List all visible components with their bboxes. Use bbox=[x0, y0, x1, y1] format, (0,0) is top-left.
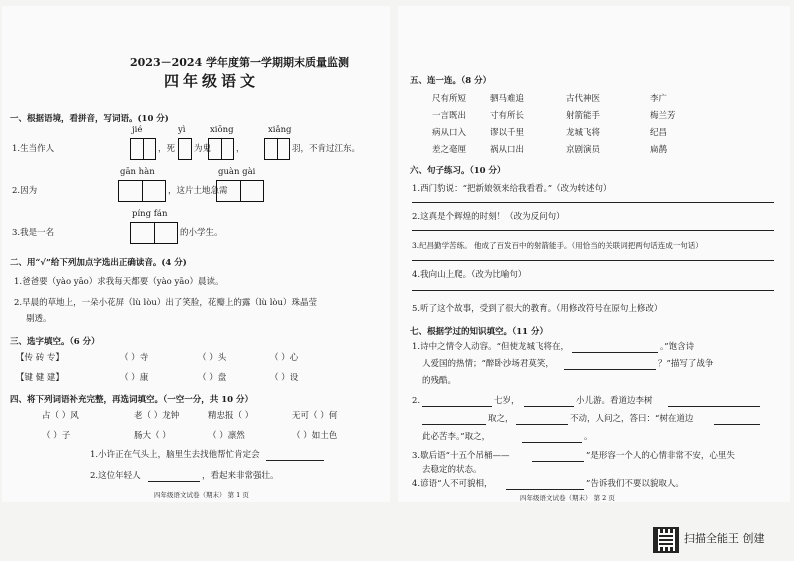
q1-1-text: ， bbox=[236, 144, 245, 154]
match-item[interactable]: 射箭能手 bbox=[566, 111, 601, 121]
q7-2-text: 此必苦李。”取之， bbox=[422, 432, 491, 442]
char-group: 【传 砖 专】 bbox=[16, 353, 64, 363]
match-item[interactable]: 驷马难追 bbox=[490, 94, 525, 104]
q7-1-text: ？”描写了战争 bbox=[658, 359, 714, 369]
pinyin: píng fán bbox=[132, 209, 168, 219]
section-4-heading: 四、将下列词语补充完整，再选词填空。（一空一分，共 10 分） bbox=[10, 395, 253, 405]
section-6-heading: 六、句子练习。（10 分） bbox=[410, 166, 506, 176]
q6-2-text: 2.这真是个辉煌的时刻！（改为反问句） bbox=[412, 212, 565, 222]
pinyin: xiǎng bbox=[268, 125, 292, 135]
q4-1-text: 1.小许正在气头上，脑里生去找他帮忙肯定会 bbox=[90, 450, 260, 460]
fill-blank[interactable]: （ ）头 bbox=[198, 353, 227, 363]
idiom-blank[interactable]: 无可（ ）何 bbox=[292, 411, 338, 421]
answer-box[interactable] bbox=[208, 138, 234, 160]
q7-1-text: 。”饱含诗 bbox=[660, 342, 695, 352]
pinyin: guàn gài bbox=[218, 167, 256, 177]
answer-line[interactable] bbox=[506, 489, 584, 490]
answer-line[interactable] bbox=[572, 352, 658, 353]
answer-line[interactable] bbox=[668, 406, 760, 407]
pinyin: yì bbox=[178, 125, 186, 135]
match-item[interactable]: 谬以千里 bbox=[490, 128, 525, 138]
answer-box[interactable] bbox=[118, 180, 166, 202]
idiom-blank[interactable]: （ ）凛然 bbox=[208, 431, 245, 441]
q7-3-text: 去稳定的状态。 bbox=[422, 465, 482, 475]
q7-2-text: 。 bbox=[584, 432, 593, 442]
answer-line[interactable] bbox=[148, 481, 200, 482]
q1-1-text: 1.生当作人 bbox=[12, 144, 55, 154]
answer-box[interactable] bbox=[264, 138, 290, 160]
idiom-blank[interactable]: 精忠报（ ） bbox=[208, 411, 254, 421]
section-1-heading: 一、根据语境，看拼音，写词语。(10 分) bbox=[10, 114, 169, 124]
match-item[interactable]: 一言既出 bbox=[432, 111, 467, 121]
q7-2-text: 2. bbox=[412, 396, 421, 406]
q2-1-text: 1.爸爸要（yào yāo）求我每天都要（yào yāo）晨读。 bbox=[14, 277, 224, 287]
match-item[interactable]: 古代神医 bbox=[566, 94, 601, 104]
answer-box[interactable] bbox=[130, 222, 178, 244]
section-5-heading: 五、连一连。（8 分） bbox=[410, 76, 492, 86]
q7-1-text: 的残酷。 bbox=[422, 376, 457, 386]
page-footer: 四年级语文试卷（期末） 第 2 页 bbox=[520, 494, 615, 502]
q1-2-text: ，这片土地急需 bbox=[168, 186, 228, 196]
answer-line[interactable] bbox=[532, 461, 584, 462]
answer-box[interactable] bbox=[178, 138, 192, 160]
section-3-heading: 三、选字填空。（6 分） bbox=[10, 337, 100, 347]
q1-1-text: 为鬼 bbox=[194, 144, 212, 154]
q7-3-text: ”是形容一个人的心情非常不安，心里失 bbox=[586, 451, 735, 461]
page-footer: 四年级语文试卷（期末） 第 1 页 bbox=[154, 491, 249, 499]
answer-line[interactable] bbox=[422, 424, 486, 425]
fill-blank[interactable]: （ ）盘 bbox=[198, 373, 227, 383]
subject-title: 四年级语文 bbox=[164, 72, 260, 90]
q4-2-text: ，看起来非常强壮。 bbox=[202, 471, 279, 481]
exam-title: 2023－2024 学年度第一学期期末质量监测 bbox=[130, 56, 350, 69]
answer-box[interactable] bbox=[130, 138, 156, 160]
q7-1-text: 1.诗中之情令人动容。“但使龙城飞将在， bbox=[412, 342, 569, 352]
q1-1-text: ，死 bbox=[158, 144, 176, 154]
answer-line[interactable] bbox=[412, 260, 774, 261]
q2-2-text: 剔透。 bbox=[26, 314, 52, 324]
match-item[interactable]: 差之毫厘 bbox=[432, 145, 467, 155]
match-item[interactable]: 龙城飞将 bbox=[566, 128, 601, 138]
scanner-watermark: 扫描全能王 创建 bbox=[684, 532, 765, 545]
section-7-heading: 七、根据学过的知识填空。（11 分） bbox=[410, 327, 549, 337]
q6-3-text: 3.纪昌勤学苦练。 他成了百发百中的射箭能手。（用恰当的关联词把两句话连成一句话） bbox=[412, 241, 703, 250]
answer-line[interactable] bbox=[516, 424, 568, 425]
answer-line[interactable] bbox=[564, 369, 656, 370]
answer-line[interactable] bbox=[422, 406, 492, 407]
fill-blank[interactable]: （ ）寺 bbox=[120, 353, 149, 363]
q6-4-text: 4.我向山上爬。（改为比喻句） bbox=[412, 270, 527, 280]
match-item[interactable]: 梅兰芳 bbox=[650, 111, 676, 121]
exam-page-1 bbox=[2, 6, 390, 502]
idiom-blank[interactable]: （ ）子 bbox=[42, 431, 71, 441]
answer-line[interactable] bbox=[522, 442, 582, 443]
char-group: 【键 健 建】 bbox=[16, 373, 64, 383]
match-item[interactable]: 病从口入 bbox=[432, 128, 467, 138]
qr-code-icon bbox=[653, 527, 679, 553]
idiom-blank[interactable]: 占（ ）风 bbox=[42, 411, 79, 421]
idiom-blank[interactable]: 老（ ）龙钟 bbox=[134, 411, 180, 421]
answer-line[interactable] bbox=[412, 230, 774, 231]
q1-1-text: 羽，不肯过江东。 bbox=[292, 144, 361, 154]
q7-3-text: 3.歇后语“十五个吊桶—— bbox=[412, 451, 510, 461]
q7-1-text: 人爱国的热情；“醉卧沙场君莫笑， bbox=[422, 359, 554, 369]
q2-2-text: 2.早晨的草地上，一朵小花屏（lù lòu）出了笑脸，花瓣上的露（lù lòu）珠晶莹 bbox=[14, 298, 318, 308]
idiom-blank[interactable]: 肠大（ ） bbox=[134, 431, 171, 441]
section-2-heading: 二、用“√”给下列加点字选出正确读音。(4 分) bbox=[10, 258, 187, 268]
match-item[interactable]: 李广 bbox=[650, 94, 668, 104]
q4-2-text: 2.这位年轻人 bbox=[90, 471, 141, 481]
answer-line[interactable] bbox=[714, 424, 760, 425]
answer-box[interactable] bbox=[216, 180, 264, 202]
answer-line[interactable] bbox=[524, 406, 574, 407]
idiom-blank[interactable]: （ ）如土色 bbox=[292, 431, 338, 441]
q7-4-text: ”告诉我们不要以貌取人。 bbox=[586, 479, 684, 489]
q7-2-text: 七岁， bbox=[494, 396, 520, 406]
q7-4-text: 4.谚语“人不可貌相， bbox=[412, 479, 493, 489]
q1-3-text: 的小学生。 bbox=[180, 228, 223, 238]
pinyin: gān hàn bbox=[120, 167, 155, 177]
pinyin: xiōng bbox=[210, 125, 234, 135]
answer-line[interactable] bbox=[412, 290, 774, 291]
exam-page-2 bbox=[398, 6, 790, 502]
match-item[interactable]: 尺有所短 bbox=[432, 94, 467, 104]
match-item[interactable]: 扁鹊 bbox=[650, 145, 668, 155]
answer-line[interactable] bbox=[266, 460, 324, 461]
q6-1-text: 1.西门豹说：“把新娘领来给我看看。”（改为转述句） bbox=[412, 184, 612, 194]
q7-2-text: 小儿游。看道边李树 bbox=[576, 396, 653, 406]
q7-2-text: 不动，人问之，答曰：“树在道边 bbox=[570, 414, 694, 424]
match-item[interactable]: 寸有所长 bbox=[490, 111, 525, 121]
fill-blank[interactable]: （ ）心 bbox=[270, 353, 299, 363]
match-item[interactable]: 京剧演员 bbox=[566, 145, 601, 155]
match-item[interactable]: 纪昌 bbox=[650, 128, 668, 138]
fill-blank[interactable]: （ ）康 bbox=[120, 373, 149, 383]
q1-3-text: 3.我是一名 bbox=[12, 228, 55, 238]
q1-2-text: 2.因为 bbox=[12, 186, 38, 196]
match-item[interactable]: 祸从口出 bbox=[490, 145, 525, 155]
q6-5-text: 5.听了这个故事，受到了很大的教育。（用修改符号在原句上修改） bbox=[412, 304, 663, 314]
q7-2-text: 取之， bbox=[488, 414, 514, 424]
fill-blank[interactable]: （ ）设 bbox=[270, 373, 299, 383]
pinyin: jié bbox=[132, 125, 143, 135]
answer-line[interactable] bbox=[412, 202, 774, 203]
